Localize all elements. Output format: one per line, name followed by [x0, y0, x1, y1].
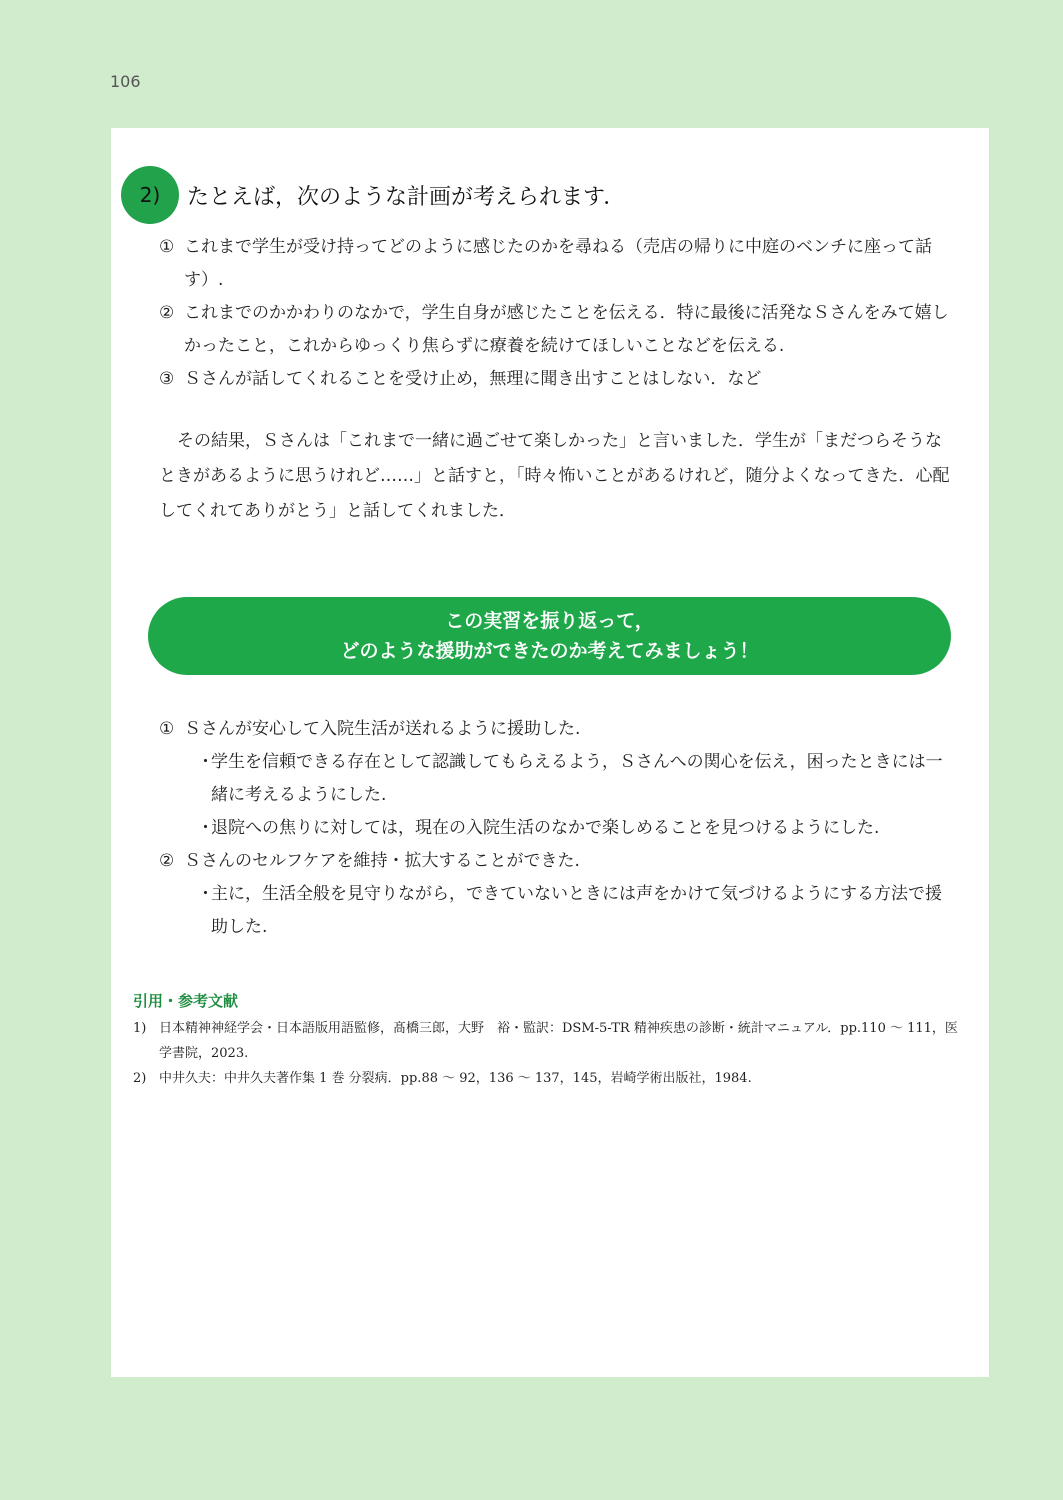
bullet-dot-icon: ・	[197, 884, 214, 904]
references-list	[133, 1016, 958, 1091]
reference-text: 中井久夫：中井久夫著作集 1 巻 分裂病．pp.88 〜 92，136 〜 137，145，岩崎学術出版社，1984.	[159, 1071, 752, 1086]
review-list	[159, 713, 954, 944]
section-title: たとえば，次のような計画が考えられます．	[187, 184, 626, 210]
plan-list	[159, 231, 954, 396]
review-subitem	[159, 746, 954, 812]
references-title: 引用・参考文献	[133, 992, 239, 1010]
section-heading	[121, 166, 625, 224]
banner-line-1: この実習を振り返って，	[445, 610, 654, 632]
review-item	[159, 713, 954, 746]
plan-item	[159, 363, 954, 396]
banner-line-2: どのような援助ができたのか考えてみましょう！	[340, 640, 759, 662]
content-panel	[111, 128, 989, 1377]
result-paragraph: その結果，Ｓさんは「これまで一緒に過ごせて楽しかった」と言いました．学生が「まだつらそうなときがあるように思うけれど……」と話すと，「時々怖いことがあるけれど，随分よくなってきた．心配してくれてありがとう」と話してくれました．	[159, 431, 950, 521]
review-subitem-text: 学生を信頼できる存在として認識してもらえるよう，Ｓさんへの関心を伝え，困ったときには一緒に考えるようにした.	[211, 752, 943, 805]
plan-item-text: これまで学生が受け持ってどのように感じたのかを尋ねる（売店の帰りに中庭のベンチに座って話す）.	[184, 237, 932, 290]
plan-item-text: これまでのかかわりのなかで，学生自身が感じたことを伝える．特に最後に活発なＳさんをみて嬉しかったこと，これからゆっくり焦らずに療養を続けてほしいことなどを伝える.	[184, 303, 949, 356]
plan-item-marker: ③	[159, 369, 175, 389]
review-item	[159, 845, 954, 878]
plan-item-text: Ｓさんが話してくれることを受け止め，無理に聞き出すことはしない．など	[184, 369, 762, 389]
section-number-badge: 2)	[121, 166, 179, 224]
reference-number: 1)	[133, 1021, 147, 1036]
review-item-text: Ｓさんが安心して入院生活が送れるように援助した.	[184, 719, 581, 739]
bullet-dot-icon: ・	[197, 818, 214, 838]
plan-item-marker: ①	[159, 237, 175, 257]
reference-text: 日本精神神経学会・日本語版用語監修，髙橋三郎，大野 裕・監訳：DSM-5-TR 精神疾患の診断・統計マニュアル．pp.110 〜 111，医学書院，2023.	[159, 1021, 958, 1061]
reflection-banner	[148, 597, 951, 675]
bullet-dot-icon: ・	[197, 752, 214, 772]
plan-item	[159, 297, 954, 363]
review-subitem-text: 主に，生活全般を見守りながら，できていないときには声をかけて気づけるようにする方法で援助した.	[211, 884, 942, 937]
reference-item	[133, 1066, 958, 1091]
review-subitem	[159, 812, 954, 845]
review-item-marker: ②	[159, 851, 175, 871]
review-subitem-text: 退院への焦りに対しては，現在の入院生活のなかで楽しめることを見つけるようにした.	[211, 818, 880, 838]
review-item-text: Ｓさんのセルフケアを維持・拡大することができた.	[184, 851, 580, 871]
page-number: 106	[110, 72, 141, 91]
review-item-marker: ①	[159, 719, 175, 739]
plan-item-marker: ②	[159, 303, 175, 323]
reference-number: 2)	[133, 1071, 147, 1086]
review-subitem	[159, 878, 954, 944]
plan-item	[159, 231, 954, 297]
reference-item	[133, 1016, 958, 1066]
